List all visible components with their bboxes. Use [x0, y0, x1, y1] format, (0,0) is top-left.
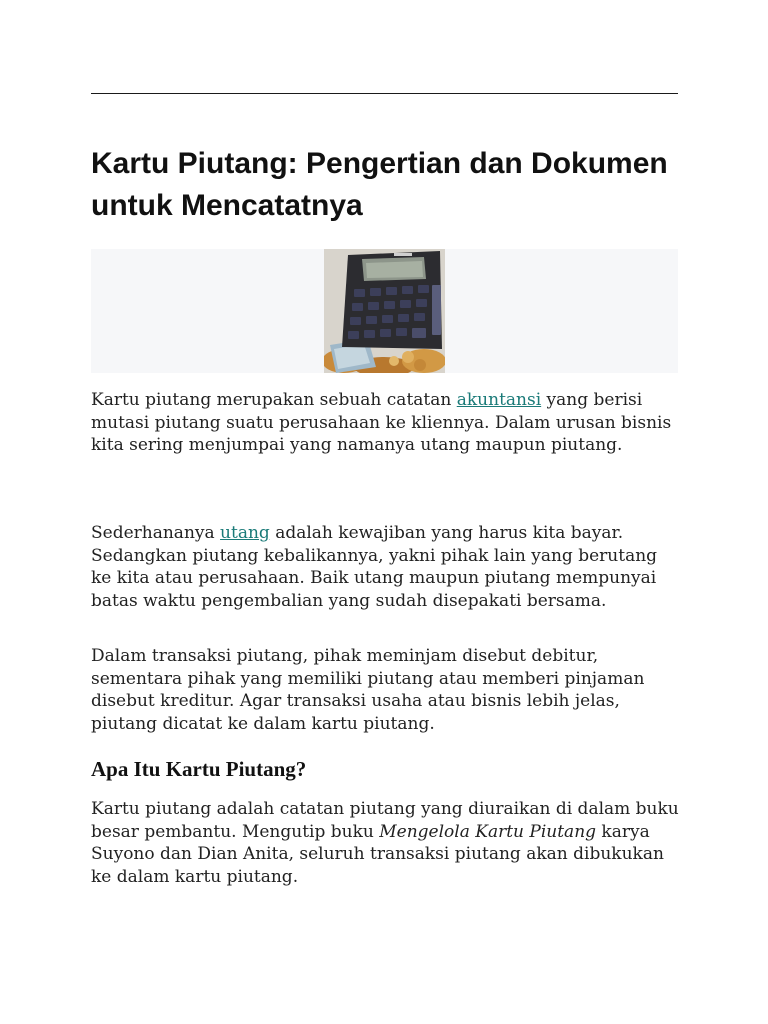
book-title: Mengelola Kartu Piutang [379, 821, 597, 842]
section-heading: Apa Itu Kartu Piutang? [91, 757, 307, 781]
paragraph-definition [91, 798, 681, 889]
paragraph-utang-text-2: adalah kewajiban yang harus kita bayar. Sedangkan piutang kebalikannya, yakni pihak lain yang berutang ke kita atau perusahaan. Baik utang maupun piutang mempunyai batas waktu pengembalian yang sudah disepakati bersama. [91, 523, 658, 612]
article-title: Kartu Piutang: Pengertian dan Dokumen untuk Mencatatnya [91, 147, 668, 222]
paragraph-intro-text-1: Kartu piutang merupakan sebuah catatan [91, 390, 457, 410]
paragraph-intro-text-2: yang berisi mutasi piutang suatu perusahaan ke kliennya. Dalam urusan bisnis kita sering menjumpai yang namanya utang maupun piutang. [91, 390, 672, 456]
top-divider [91, 93, 678, 94]
article-image-container [91, 249, 678, 373]
link-utang[interactable]: utang [220, 523, 270, 543]
paragraph-utang [91, 522, 681, 613]
paragraph-intro [91, 389, 681, 457]
paragraph-transaksi: Dalam transaksi piutang, pihak meminjam disebut debitur, sementara pihak yang memiliki piutang atau memberi pinjaman disebut kreditur. Agar transaksi usaha atau bisnis lebih jelas, piutang dicatat ke dalam kartu piutang. [91, 646, 645, 735]
link-akuntansi[interactable]: akuntansi [456, 390, 542, 410]
paragraph-utang-text-1: Sederhananya [91, 523, 221, 543]
calculator-coins-photo [324, 249, 445, 373]
paragraph-definition-text-1: Kartu piutang adalah catatan piutang yang diuraikan di dalam buku besar pembantu. Mengutip buku [91, 799, 679, 842]
paragraph-definition-text-2: karya Suyono dan Dian Anita, seluruh transaksi piutang akan dibukukan ke dalam kartu piutang. [91, 821, 664, 888]
